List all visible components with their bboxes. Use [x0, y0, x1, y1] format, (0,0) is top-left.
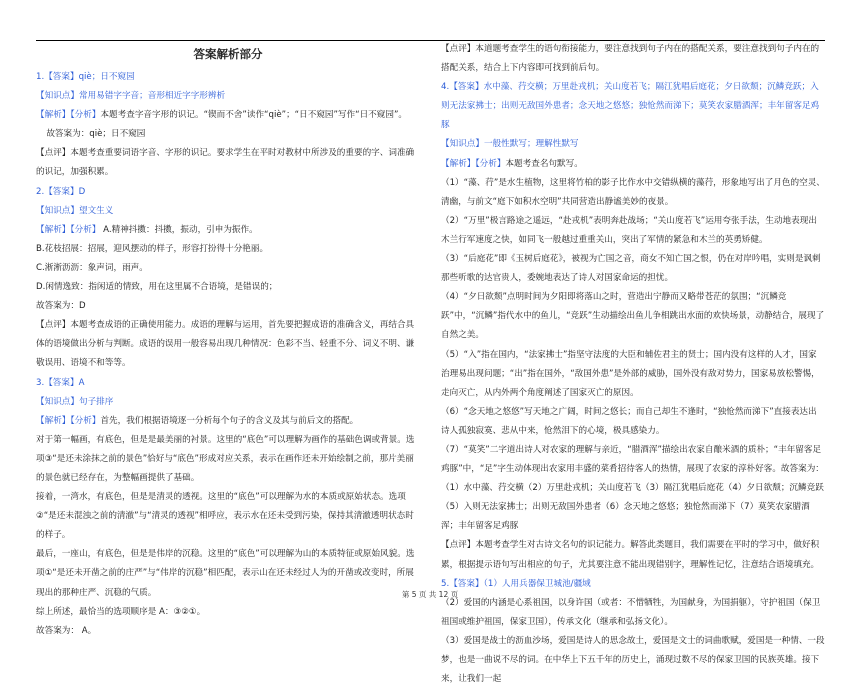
section-text: 首先，我们根据语境逐一分析每个句子的含义及其与前后文的搭配。: [100, 415, 359, 426]
left-column: [36, 68, 420, 641]
q4-answer: [441, 78, 825, 135]
section-text: D: [78, 186, 86, 197]
section-text: 本题考查字音字形的识记。“锲而不舍”读作“qiè”；“日不窥园”写作“日不窥园”。: [100, 110, 408, 121]
q4-item-3: （3）“后庭花”即《玉树后庭花》，被视为亡国之音，商女不知亡国之恨，仍在对岸吟唱，实则是讽刺那些听歌的达官贵人，委婉地表达了诗人对国家命运的担忧。: [441, 254, 821, 284]
section-marker: 2.【答案】: [36, 186, 79, 197]
section-marker: 【解析】【分析】: [441, 158, 506, 169]
section-marker: 3.【答案】: [36, 377, 79, 388]
section-text: 常用易错字字音；音形相近字字形辨析: [78, 91, 226, 102]
q5-item-3: （3）爱国是战士的沥血沙场，爱国是诗人的思念故土，爱国是文士的词曲歌赋，爱国是一种情、一段梦，也是一曲说不尽的词。在中华上下五千年的历史上，涌现过数不尽的保家卫国的民族英雄。接下来，让我们一起: [441, 635, 825, 685]
q1-knowledge: [36, 87, 420, 106]
q4-comment: 【点评】本题考查学生对古诗文名句的识记能力。解答此类题目，我们需要在平时的学习中，做好积累，根据提示语句写出相应的句子，尤其要注意不能出现错别字，理解性记忆，注意结合语境填充。: [441, 540, 820, 570]
q2-analysis-b: B.花枝招展：招展，迎风摆动的样子，形容打扮得十分艳丽。: [36, 243, 269, 254]
section-marker: 【知识点】: [36, 91, 79, 102]
q1-analysis: [36, 106, 420, 125]
q2-answer: [36, 183, 420, 202]
q3-final: 故答案为： A。: [36, 625, 97, 636]
q3-para-1: 对于第一幅画，有底色，但是是最美丽的衬景。这里的“底色”可以理解为画作的基础色调或背景。选项③“是还未涂抹之前的景色”恰好与“底色”形成对应关系，表示在画作还未开始绘制之前，那片美丽的景色就已经存在，为整幅画提供了基础。: [36, 434, 415, 483]
q2-comment: 【点评】本题考查成语的正确使用能力。成语的理解与运用，首先要把握成语的准确含义，再结合具体的语境做出分析与判断。成语的误用一般容易出现几种情况：色彩不当、轻重不分、词义不明、谦敬误用、语境不和等等。: [36, 320, 415, 369]
section-marker: 【知识点】: [441, 139, 484, 150]
q4-item-6: （6）“念天地之悠悠”写天地之广阔，时间之悠长；而自己却生不逢时，“独怆然而涕下”直接表达出诗人孤独寂寞、悲从中来，怆然泪下的心境，极具感染力。: [441, 406, 817, 436]
section-text: qiè；日不窥园: [78, 72, 135, 82]
q4-analysis: [441, 155, 825, 174]
q2-analysis-c: C.淅淅沥沥：象声词，雨声。: [36, 262, 148, 273]
q1-final: 故答案为：qiè；日不窥园: [46, 129, 146, 140]
section-text: 句子排序: [78, 396, 114, 407]
q3-knowledge: [36, 393, 420, 412]
q5-item-2: （2）爱国的内涵是心系祖国，以身许国（或者：不惜牺牲，为国献身，为国捐躯），守护祖国（保卫祖国或维护祖国，保家卫国），传承文化（继承和弘扬文化）。: [441, 597, 821, 627]
section-marker: 4.【答案】: [441, 82, 484, 93]
q2-final: 故答案为：D: [36, 301, 86, 312]
section-marker: 【知识点】: [36, 396, 79, 407]
section-text: 望文生义: [78, 205, 114, 216]
q3-para-3: 最后，一座山，有底色，但是是伟岸的沉稳。这里的“底色”可以理解为山的本质特征或原始风貌。选项①“是还未开凿之前的庄严”与“伟岸的沉稳”相匹配，表示山在还未经过人为的开凿或改变时，所展现出的那种庄严、沉稳的气质。: [36, 549, 415, 598]
section-marker: 【知识点】: [36, 205, 79, 216]
q4-item-2: （2）“万里”极言路途之遥远，“赴戎机”表明奔赴战场；“关山度若飞”运用夸张手法，生动地表现出木兰行军速度之快，如同飞一般越过重重关山，突出了军情的紧急和木兰的英勇矫健。: [441, 215, 817, 245]
section-text: 一般性默写；理解性默写: [483, 139, 579, 150]
q1-comment: 【点评】本题考查重要词语字音、字形的识记。要求学生在平时对教材中所涉及的重要的字、词准确的识记，加强积累。: [36, 148, 415, 178]
page-title: 答案解析部分: [193, 47, 263, 61]
prev-comment: 【点评】本道题考查学生的语句衔接能力，要注意找到句子内在的搭配关系，要注意找到句子内在的搭配关系，结合上下内容即可找到前后句。: [441, 44, 820, 74]
q4-item-1: （1）“藻、荇”是水生植物，这里将竹柏的影子比作水中交错纵横的藻荇，形象地写出了月色的空灵、清幽，与前文“庭下如积水空明”共同营造出静谧美妙的夜景。: [441, 177, 825, 207]
section-text: （1）人用兵器保卫城池/疆域: [483, 578, 591, 589]
section-text: A.精神抖擞：抖擞，振动，引申为振作。: [100, 224, 258, 235]
q1-answer: [36, 68, 420, 87]
q2-analysis-a: [36, 221, 420, 240]
section-text: A: [78, 377, 85, 388]
q3-para-2: 接着，一湾水，有底色，但是是清灵的透视。这里的“底色”可以理解为水的本质或原始状态。选项②“是还未混浊之前的清澈”与“清灵的透视”相呼应，表示水在还未受到污染，保持其清澈透明状态时的样子。: [36, 492, 414, 541]
q4-knowledge: [441, 135, 825, 154]
section-text: 水中藻、荇交横；万里赴戎机；关山度若飞；隔江犹唱后庭花；夕日欲颓；沉鳞竞跃；入则无法家拂士；出则无敌国外患者；念天地之悠悠；独怆然而涕下；莫笑农家腊酒浑；丰年留客足鸡豚: [441, 82, 820, 131]
section-marker: 【解析】【分析】: [36, 224, 101, 235]
section-marker: 1.【答案】: [36, 72, 79, 82]
q4-item-4: （4）“夕日欲颓”点明时间为夕阳即将落山之时，营造出宁静而又略带苍茫的氛围；“沉鳞竞跃”中，“沉鳞”指代水中的鱼儿，“竞跃”生动描绘出鱼儿争相跳出水面的欢快场景，动静结合，展现了自然之美。: [441, 292, 825, 341]
q3-answer: [36, 374, 420, 393]
q2-knowledge: [36, 202, 420, 221]
section-marker: 【解析】【分析】: [36, 415, 101, 426]
q4-item-5: （5）“入”指在国内，“法家拂士”指坚守法度的大臣和辅佐君主的贤士；国内没有这样的人才，国家治理易出现问题；“出”指在国外，“敌国外患”是外部的威胁，国外没有敌对势力，国家易放松警惕，走向灭亡，从内外两个角度阐述了国家灭亡的原因。: [441, 349, 820, 398]
q2-analysis-d: D.闲情逸致：指闲适的情致，用在这里属不合语境，是错误的；: [36, 282, 278, 293]
q3-summary: 综上所述，最恰当的选项顺序是 A：③②①。: [36, 606, 206, 617]
section-marker: 【解析】【分析】: [36, 110, 101, 121]
q4-item-7: （7）“莫笑”二字道出诗人对农家的理解与亲近，“腊酒浑”描绘出农家自酿米酒的质朴；“丰年留客足鸡豚”中，“足”字生动体现出农家用丰盛的菜肴招待客人的热情，展现了农家的淳朴好客。故答案为：（1）水中藻、荇交横（2）万里赴戎机；关山度若飞（3）隔江犹唱后庭花（4）夕日欲颓；沉鳞竞跃（5）入则无法家拂士；出则无敌国外患者（6）念天地之悠悠；独怆然而涕下（7）莫笑农家腊酒浑；丰年留客足鸡豚: [441, 444, 824, 532]
section-text: 本题考查名句默写。: [505, 158, 583, 169]
q3-analysis: [36, 412, 420, 431]
section-marker: 5.【答案】: [441, 578, 484, 589]
page-footer: 第 5 页 共 12 页: [401, 590, 459, 599]
